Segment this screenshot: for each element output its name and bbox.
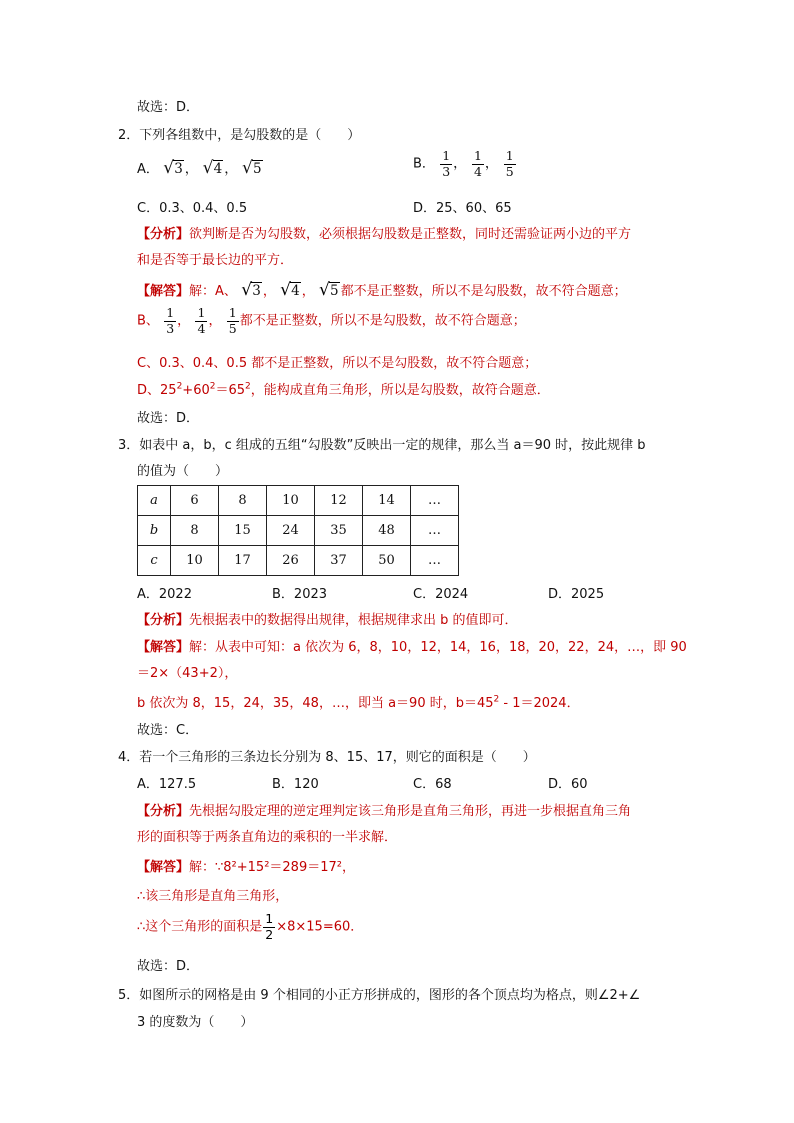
q2-answer-d: D、$25^2+60^2=65^2$，能构成直角三角形，所以是勾股数，故符合题意． xyxy=(137,381,550,398)
q2-analysis-line1: 欲判断是否为勾股数，必须根据勾股数是正整数，同时还需验证两小边的平方 xyxy=(189,227,632,242)
q2-option-c: C．0.3、0.4、0.5 xyxy=(137,201,248,216)
table-cell: … xyxy=(411,516,459,546)
q3-option-a: A．2022 xyxy=(137,587,192,602)
q2-ans-frac-3-den: 5 xyxy=(228,320,237,336)
q2-answer-a-post: 都不是正整数，所以不是勾股数，故不符合题意； xyxy=(340,284,627,299)
q2-analysis xyxy=(137,223,631,242)
q2-ans-sqrt-3 xyxy=(320,283,340,299)
q3-option-d: D．2025 xyxy=(548,587,605,602)
table-cell: … xyxy=(411,546,459,576)
table-cell: 26 xyxy=(267,546,315,576)
q4-answer-line3-post: ×8×15=60． xyxy=(276,919,364,935)
q4-number: 4． xyxy=(118,750,140,765)
q2-option-a-label: A． xyxy=(137,162,159,177)
q1-conclusion xyxy=(137,96,199,115)
q2-ans-sqrt-2 xyxy=(281,283,301,299)
q4-answer-line1 xyxy=(137,856,355,875)
q2-answer-a: 【解答】解：A、 √ 3 ， √ 4 ， √ 5 都不是正整数，所以不是勾股数，故不符合题意； xyxy=(137,280,627,299)
q3-answer-line3: b 依次为 8，15，24，35，48，…，即当 a＝90 时，$b=45^2 - 1=2024$． xyxy=(137,694,580,711)
q3-answer-tag: 【解答】 xyxy=(137,640,190,655)
table-cell: 10 xyxy=(267,486,315,516)
q2-sqrt-1 xyxy=(164,161,184,177)
q2-b-frac-3-den: 5 xyxy=(505,163,514,179)
q2-answer-b-pre: B、 xyxy=(137,313,159,329)
q2-option-a: A． √ 3 ， √ 4 ， √ 5 xyxy=(137,157,264,177)
table-cell: 48 xyxy=(363,516,411,546)
q2-ans-frac-3: $\frac{1}{5}$ xyxy=(228,305,237,336)
q3-number: 3． xyxy=(118,438,140,453)
q4-option-c: C．68 xyxy=(413,777,452,792)
q2-option-d: D．25、60、65 xyxy=(413,201,512,216)
table-row xyxy=(138,516,459,546)
q2-option-b-label: B． xyxy=(413,156,435,172)
q5-stem-line2: 3 的度数为（ ） xyxy=(137,1015,254,1030)
q3-answer-line3-post: - 1＝2024． xyxy=(499,696,580,711)
q3-answer-line3-pre: b 依次为 8，15，24，35，48，…，即当 a＝90 时，b＝45 xyxy=(137,696,494,711)
q2-ans-sqrt-3-val: 5 xyxy=(330,283,339,299)
q2-answer-d-post: ，能构成直角三角形，所以是勾股数，故符合题意． xyxy=(250,383,550,398)
q2-ans-frac-1-den: 3 xyxy=(166,320,175,336)
q3-answer-line2: ＝2×（43+2）， xyxy=(137,666,238,681)
q2-option-b: B． $\frac{1}{3}$ ， $\frac{1}{4}$ ， $\frac{1}{5}$ xyxy=(413,148,514,179)
q4-analysis-line2: 形的面积等于两条直角边的乘积的一半求解． xyxy=(137,830,398,845)
q2-sqrt-1-val: 3 xyxy=(174,161,183,177)
q2-conclusion: 故选：D． xyxy=(137,411,200,426)
q2-answer-b: B、 $\frac{1}{3}$ ， $\frac{1}{4}$ ， $\frac{1}{5}$ 都不是正整数，所以不是勾股数，故不符合题意； xyxy=(137,305,526,336)
q2-ans-sqrt-2-val: 4 xyxy=(291,283,300,299)
table-cell: 8 xyxy=(171,516,219,546)
q2-answer-a-pre: 解：A、 xyxy=(189,284,237,299)
q2-analysis-line2: 和是否等于最长边的平方． xyxy=(137,253,294,268)
q4-half-fraction: $\frac{1}{2}$ xyxy=(265,911,274,942)
q3-stem-text1: 如表中 a，b，c 组成的五组“勾股数”反映出一定的规律，那么当 a＝90 时，按此规律 b xyxy=(139,438,646,453)
q3-analysis xyxy=(137,609,518,628)
q2-analysis-tag: 【分析】 xyxy=(137,227,190,242)
q2-b-frac-1: $\frac{1}{3}$ xyxy=(442,148,451,179)
q4-conclusion: 故选：D． xyxy=(137,959,200,974)
q2-sqrt-2 xyxy=(204,161,224,177)
table-cell: a xyxy=(138,486,171,516)
q2-ans-frac-2-den: 4 xyxy=(197,320,206,336)
table-cell: 35 xyxy=(315,516,363,546)
table-cell: 6 xyxy=(171,486,219,516)
q2-answer-b-post: 都不是正整数，所以不是勾股数，故不符合题意； xyxy=(239,313,526,329)
q2-stem xyxy=(118,124,360,143)
q2-answer-tag: 【解答】 xyxy=(137,284,190,299)
q4-answer-line2: ∴该三角形是直角三角形， xyxy=(137,889,289,904)
table-cell: b xyxy=(138,516,171,546)
q2-sqrt-3-val: 5 xyxy=(252,161,262,177)
table-cell: c xyxy=(138,546,171,576)
table-row xyxy=(138,546,459,576)
q3-analysis-tag: 【分析】 xyxy=(137,613,190,628)
q1-conclusion-text: 故选：D． xyxy=(137,100,200,115)
q2-b-frac-2: $\frac{1}{4}$ xyxy=(473,148,482,179)
q4-analysis-tag: 【分析】 xyxy=(137,804,190,819)
q4-answer-line3 xyxy=(137,913,363,941)
q3-option-b: B．2023 xyxy=(272,587,328,602)
table-cell: 14 xyxy=(363,486,411,516)
q4-option-b: B．120 xyxy=(272,777,319,792)
q3-stem-line2: 的值为（ ） xyxy=(137,464,229,479)
table-row xyxy=(138,486,459,516)
q5-stem-text1: 如图所示的网格是由 9 个相同的小正方形拼成的，图形的各个顶点均为格点，则∠2+∠ xyxy=(139,988,641,1003)
table-cell: 17 xyxy=(219,546,267,576)
q2-b-frac-2-den: 4 xyxy=(473,163,482,179)
q3-answer-line1 xyxy=(137,636,687,655)
q4-stem-text: 若一个三角形的三条边长分别为 8、15、17，则它的面积是（ ） xyxy=(139,750,536,765)
q3-option-c: C．2024 xyxy=(413,587,469,602)
q4-analysis-line1 xyxy=(137,800,631,819)
q2-ans-frac-2: $\frac{1}{4}$ xyxy=(197,305,206,336)
q2-ans-frac-1: $\frac{1}{3}$ xyxy=(166,305,175,336)
q4-answer-line3-pre: ∴这个三角形的面积是 xyxy=(137,919,263,935)
table-cell: … xyxy=(411,486,459,516)
q4-answer-text1: 解：∵8²+15²＝289＝17²， xyxy=(189,860,355,875)
q5-stem-line1 xyxy=(118,984,640,1003)
q2-number: 2． xyxy=(118,128,140,143)
table-cell: 10 xyxy=(171,546,219,576)
table-cell: 8 xyxy=(219,486,267,516)
q4-option-d: D．60 xyxy=(548,777,588,792)
q2-b-frac-1-den: 3 xyxy=(442,163,451,179)
table-cell: 12 xyxy=(315,486,363,516)
q3-stem-line1 xyxy=(118,434,646,453)
q2-b-frac-3: $\frac{1}{5}$ xyxy=(505,148,514,179)
q2-stem-text: 下列各组数中，是勾股数的是（ ） xyxy=(139,128,361,143)
q2-ans-sqrt-1 xyxy=(242,283,262,299)
q4-analysis-text1: 先根据勾股定理的逆定理判定该三角形是直角三角形，再进一步根据直角三角 xyxy=(189,804,632,819)
q2-sqrt-3 xyxy=(243,161,263,177)
q3-conclusion: 故选：C． xyxy=(137,723,199,738)
q3-answer-text1: 解：从表中可知：a 依次为 6，8，10，12，14，16，18，20，22，24，…，即 90 xyxy=(189,640,687,655)
q2-answer-c: C、0.3、0.4、0.5 都不是正整数，所以不是勾股数，故不符合题意； xyxy=(137,356,538,371)
table-cell: 37 xyxy=(315,546,363,576)
q2-sqrt-2-val: 4 xyxy=(213,161,223,177)
table-cell: 50 xyxy=(363,546,411,576)
q4-stem xyxy=(118,746,536,765)
q3-table xyxy=(137,485,459,576)
table-cell: 15 xyxy=(219,516,267,546)
q4-answer-tag: 【解答】 xyxy=(137,860,190,875)
q5-number: 5． xyxy=(118,988,140,1003)
q2-answer-d-pre: D、25 xyxy=(137,383,177,398)
q2-ans-sqrt-1-val: 3 xyxy=(252,283,261,299)
q4-option-a: A．127.5 xyxy=(137,777,197,792)
q3-analysis-text: 先根据表中的数据得出规律，根据规律求出 b 的值即可． xyxy=(189,613,518,628)
table-cell: 24 xyxy=(267,516,315,546)
